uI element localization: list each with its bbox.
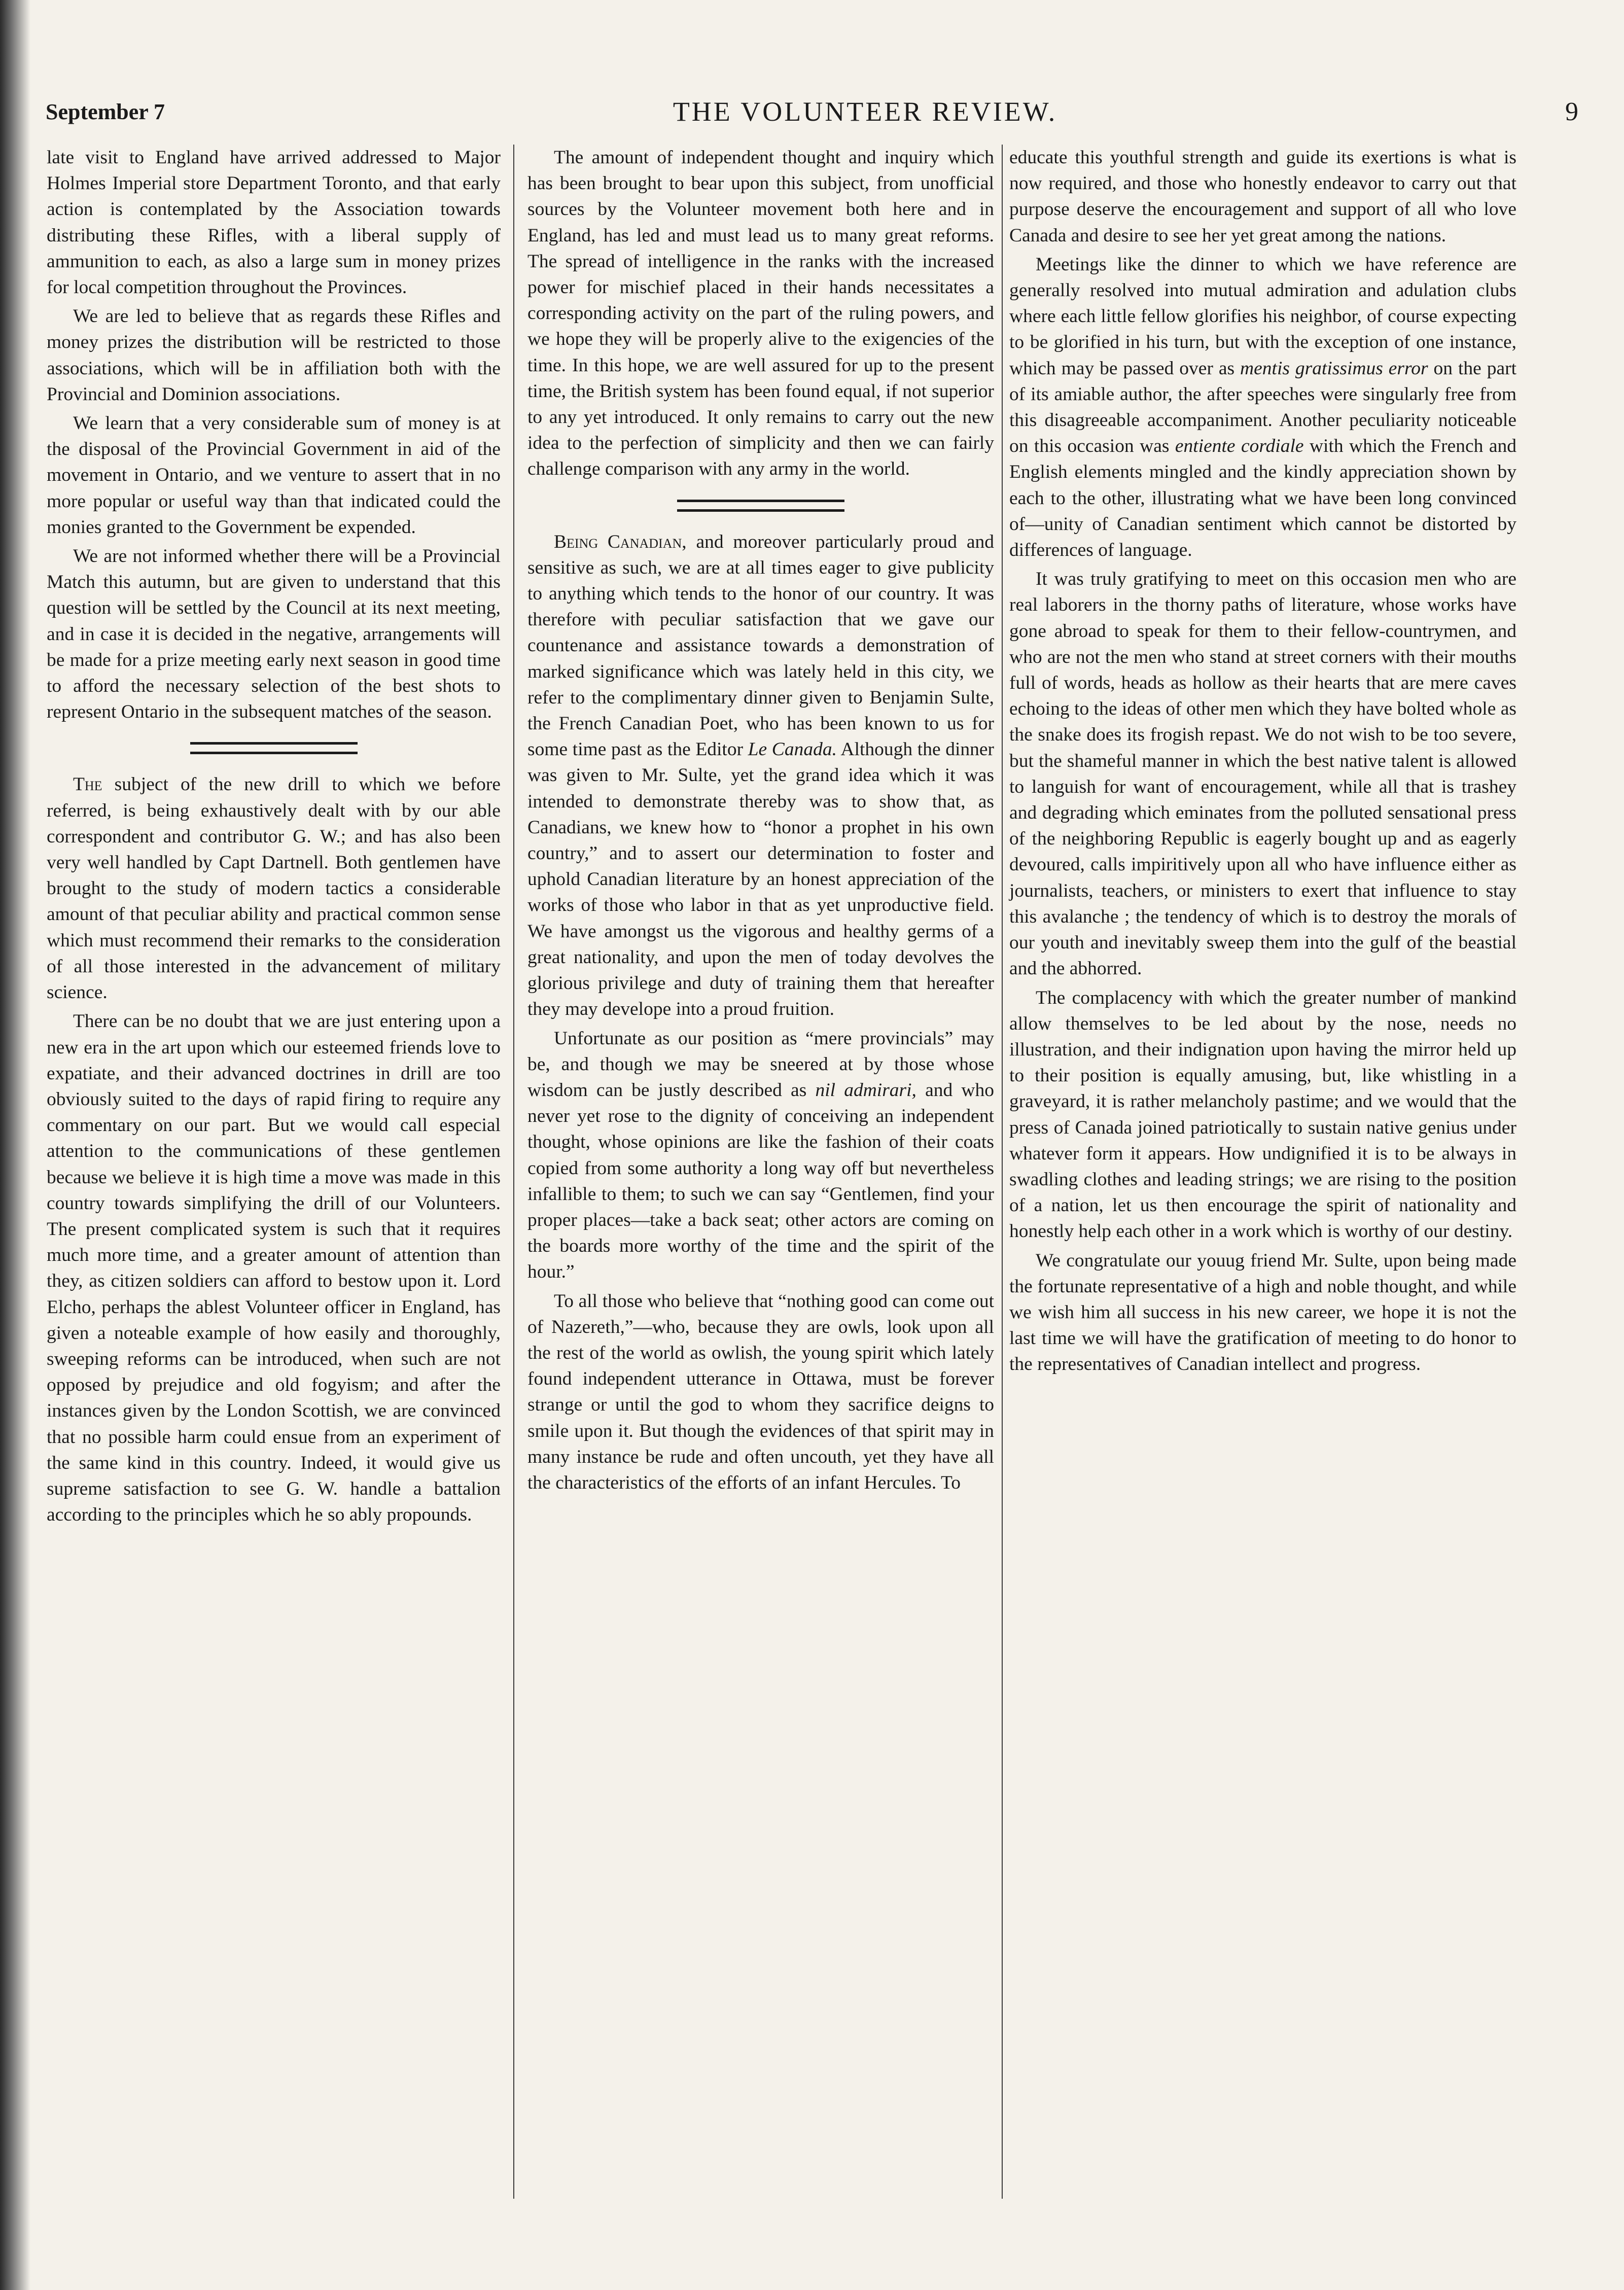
paragraph: educate this youthful strength and guide its exertions is what is now required, and those who honestly endeavor to carry out that purpose deserve the encouragement and support of all who love Canada and desire to see her yet great among the nations. — [1009, 147, 1516, 246]
lead-word: Being Canadian, — [554, 531, 687, 552]
column-2 — [527, 145, 994, 1496]
paragraph: We congratulate our youug friend Mr. Sulte, upon being made the fortunate representative of a high and noble thought, and while we wish him all success in his new career, we hope it is not the last time we will have the gratification of meeting to do honor to the representatives of Canadian intellect and progress. — [1009, 1250, 1516, 1375]
paragraph: To all those who believe that “nothing good can come out of Nazereth,”—who, because they are owls, look upon all the rest of the world as owlish, the young spirit which lately found independent utterance in Ottawa, must be forever strange or until the god to whom they sacrifice deigns to smile upon it. But though the evidences of that spirit may in many instance be rude and often uncouth, yet they have all the characteristics of the efforts of an infant Hercules. To — [527, 1290, 994, 1493]
column-divider — [1002, 145, 1003, 2199]
paragraph-text: and moreover particularly proud and sensitive as such, we are at all times eager to give publicity to anything which tends to the honor of our country. It was therefore with peculiar satisfaction that we gave our countenance and assistance towards a demonstration of marked significance which was lately held in this city, we refer to the complimentary dinner given to Benjamin Sulte, the French Canadian Poet, who has been known to us for some time past as the Editor — [527, 531, 994, 760]
paragraph-text: on the part of its amiable author, the after speeches were singularly free from this disagreeable accompaniment. Another peculiarity noticeable on this occasion was — [1009, 358, 1516, 457]
paragraph-text: Although the dinner was given to Mr. Sulte, yet the grand idea which it was intended to demonstrate thereby was to show that, as Canadians, we knew how to “honor a prophet in his own country,” and to assert our determination to foster and uphold Canadian literature by an honest appreciation of the works of those who labor in that as yet unproductive field. We have amongst us the vigorous and healthy germs of a great nationality, and upon the men of today devolves the glorious privilege and duty of training them that hereafter they may develope into a proud fruition. — [527, 739, 995, 1020]
page-header — [46, 89, 1578, 134]
paragraph: We are not informed whether there will be a Provincial Match this autumn, but are given to understand that this question will be settled by the Council at its next meeting, and in case it is decided in the negative, arrangements will be made for a prize meeting early next season in good time to afford the necessary selection of the best shots to represent Ontario in the subsequent matches of the season. — [47, 546, 501, 723]
paragraph-text: Meetings like the dinner to which we have reference are generally resolved into mutual admiration and adulation clubs where each little fellow glorifies his neighbor, of course expecting to be glorified in his turn, but with the exception of one instance, which may be passed over as — [1009, 254, 1516, 379]
italic-text: Le Canada. — [748, 739, 837, 760]
paragraph: We are led to believe that as regards these Rifles and money prizes the distribution will be restricted to those associations, which will be in affiliation both with the Provincial and Dominion associations. — [47, 306, 501, 405]
column-1 — [47, 145, 501, 1528]
paragraph: late visit to England have arrived addressed to Major Holmes Imperial store Department Toronto, and that early action is contemplated by the Association towards distributing these Rifles, with a liberal supply of ammunition to each, as also a large sum in money prizes for local competition throughout the Provinces. — [47, 147, 501, 298]
paragraph-text: and who never yet rose to the dignity of conceiving an independent thought, whose opinions are like the fashion of their coats copied from some authority a long way off but nevertheless infallible to them; to such we can say “Gentlemen, find your proper places—take a back seat; other actors are coming on the boards more worthy of the time and the spirit of the hour.” — [527, 1079, 994, 1283]
paragraph-text: Unfortunate as our position as “mere provincials” may be, and though we may be sneered at by those whose wisdom can be justly described as — [527, 1028, 994, 1101]
paragraph: It was truly gratifying to meet on this occasion men who are real laborers in the thorny paths of literature, whose works have gone abroad to speak for them to their fellow-countrymen, and who are not the men who stand at street corners with their mouths full of words, heads as hollow as their hearts that are mere caves echoing to the ideas of other men which they have bolted whole as the snake does its frogish repast. We do not wish to be too severe, but the shameful manner in which the best native talent is allowed to languish for want of encouragement, while all that is trashey and degrading which eminates from the polluted sensational press of the neighboring Republic is eagerly bought up and as eagerly devoured, calls impiritively upon all who have influence either as journalists, teachers, or ministers to exert that influence to stay this avalanche ; the tendency of which is to destroy the morals of our youth and inevitably sweep them into the gulf of the beastial and the abhorred. — [1009, 569, 1516, 979]
section-rule — [677, 500, 844, 512]
italic-text: entiente cordiale — [1175, 436, 1304, 457]
section-rule — [190, 742, 358, 754]
publication-title: THE VOLUNTEER REVIEW. — [673, 96, 1057, 127]
italic-text: nil admirari, — [815, 1079, 916, 1101]
header-date: September 7 — [46, 99, 165, 124]
paragraph — [47, 771, 501, 1005]
page-number: 9 — [1565, 97, 1578, 126]
paragraph-text: with which the French and English elements mingled and the kindly appreciation shown by each to the other, illustrating what we have been long convinced of—unity of Canadian sentiment which cannot be distorted by differences of language. — [1009, 436, 1516, 561]
column-divider — [513, 145, 514, 2199]
paragraph — [527, 1026, 994, 1285]
lead-word: The — [73, 774, 102, 795]
paragraph: The amount of independent thought and inquiry which has been brought to bear upon this subject, from unofficial sources by the Volunteer movement both here and in England, has led and must lead us to many great reforms. The spread of intelligence in the ranks with the increased power for mischief placed in their hands necessitates a corresponding activity on the part of the ruling powers, and we hope they will be properly alive to the exigencies of the time. In this hope, we are well assured for up to the present time, the British system has been found equal, if not superior to any yet introduced. It only remains to carry out the new idea to the perfection of simplicity and then we can fairly challenge comparison with any army in the world. — [527, 147, 994, 480]
paragraph: The complacency with which the greater number of mankind allow themselves to be led about by the nose, needs no illustration, and their indignation upon having the mirror held up to their position is equally amusing, but, like whistling in a graveyard, it is rather melancholy pastime; and we would that the press of Canada joined patriotically to sustain native genius under whatever form it appears. How undignified it is to be always in swadling clothes and leading strings; we are rising to the position of a nation, let us then encourage the spirit of nationality and honestly help each other in a work which is worthy of our destiny. — [1009, 987, 1516, 1242]
paragraph — [527, 529, 994, 1023]
paragraph-text: subject of the new drill to which we before referred, is being exhaustively dealt with by our able correspondent and contributor G. W.; and has also been very well handled by Capt Dartnell. Both gentlemen have brought to the study of modern tactics a considerable amount of that peculiar ability and practical common sense which must recommend their remarks to the consideration of all those interested in the advancement of military science. — [47, 774, 501, 1003]
paragraph: We learn that a very considerable sum of money is at the disposal of the Provincial Government in aid of the movement in Ontario, and we venture to assert that in no more popular or useful way than that indicated could the monies granted to the Government be expended. — [47, 413, 501, 538]
paragraph: There can be no doubt that we are just entering upon a new era in the art upon which our esteemed friends love to expatiate, and their advanced doctrines in drill are too obviously suited to the days of rapid firing to require any commentary on our part. But we would call especial attention to the communications of these gentlemen because we believe it is high time a move was made in this country towards simplifying the drill of our Volunteers. The present complicated system is such that it requires much more time, and a greater amount of attention than they, as citizen soldiers can afford to bestow upon it. Lord Elcho, perhaps the ablest Volunteer officer in England, has given a noteable example of how easily and thoroughly, sweeping reforms can be introduced, when such are not opposed by prejudice and old fogyism; and after the instances given by the London Scottish, we are convinced that no possible harm could ensue from an experiment of the same kind in this country. Indeed, it would give us supreme satisfaction to see G. W. handle a battalion according to the principles which he so ably propounds. — [47, 1011, 501, 1526]
paragraph — [1009, 252, 1516, 563]
column-3 — [1009, 145, 1516, 1378]
binding-shadow — [0, 0, 30, 2290]
italic-text: mentis gratissimus error — [1240, 358, 1428, 379]
